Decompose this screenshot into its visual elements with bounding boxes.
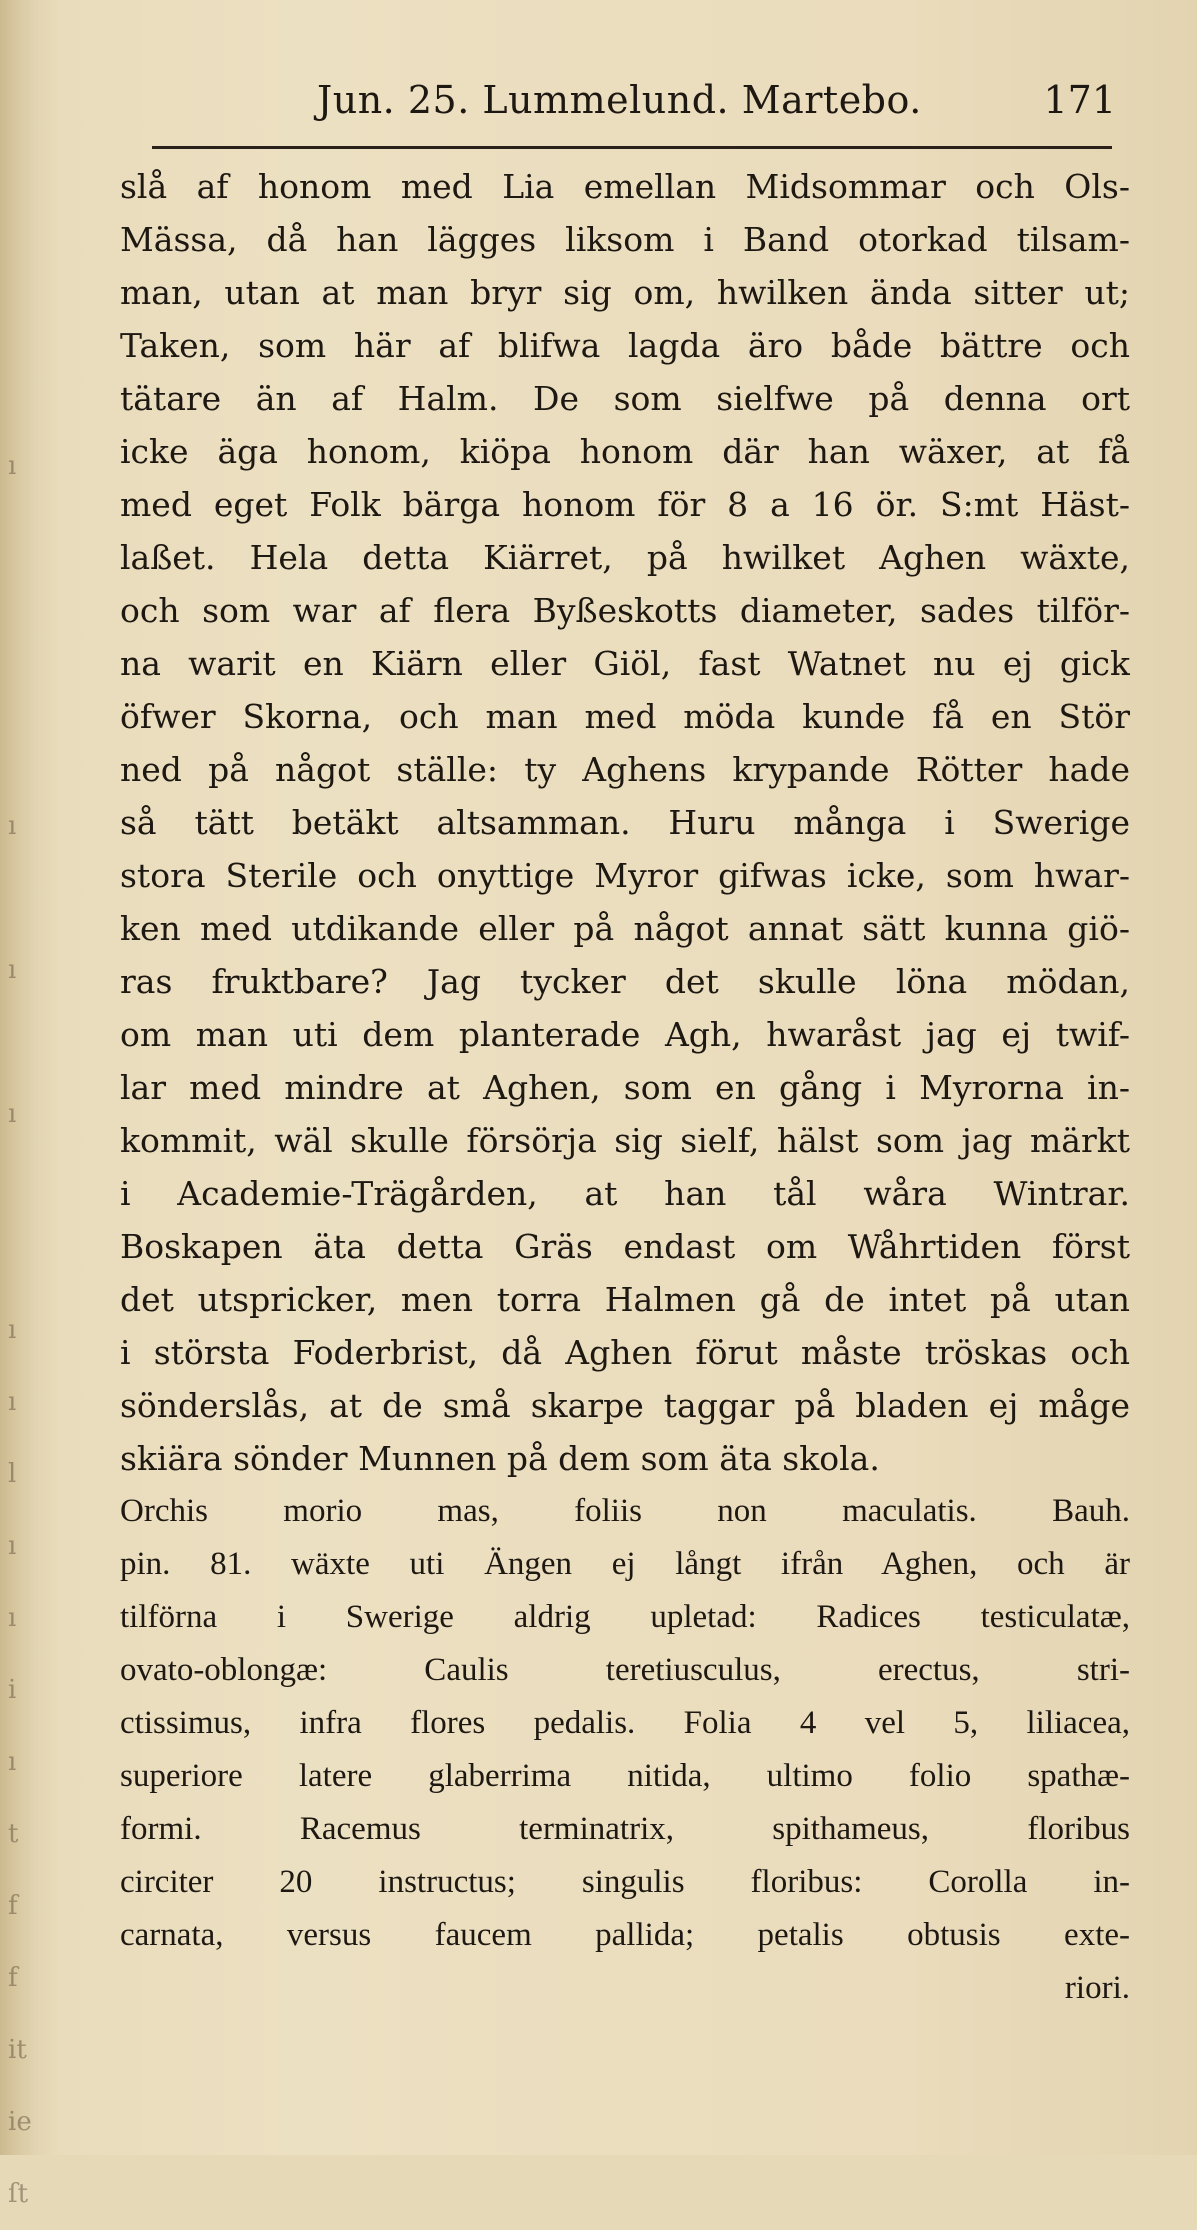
text-line: öfwer Skorna, och man med möda kunde få en Stör (120, 697, 1130, 736)
text-line: man, utan at man bryr sig om, hwilken ända sitter ut; (120, 273, 1130, 312)
text-line: med eget Folk bärga honom för 8 a 16 ör. S:mt Häst- (120, 485, 1130, 524)
text-line: Taken, som här af blifwa lagda äro både bättre och (120, 326, 1130, 365)
text-line: superiore latere glaberrima nitida, ultimo folio spathæ- (120, 1758, 1130, 1794)
text-line: kommit, wäl skulle försörja sig sielf, hälst som jag märkt (120, 1121, 1130, 1160)
page-header (152, 68, 1130, 132)
catchword-line: riori. (1064, 1970, 1130, 2006)
text-line: slå af honom med Lia emellan Midsommar och Ols- (120, 167, 1130, 206)
text-line: det utspricker, men torra Halmen gå de intet på utan (120, 1280, 1130, 1319)
text-line: laßet. Hela detta Kiärret, på hwilket Aghen wäxte, (120, 538, 1130, 577)
text-line: ken med utdikande eller på något annat sätt kunna giö- (120, 909, 1130, 948)
text-line: tilförna i Swerige aldrig upletad: Radices testiculatæ, (120, 1599, 1130, 1635)
text-line: Mässa, då han lägges liksom i Band otorkad tilsam- (120, 220, 1130, 259)
text-line: Boskapen äta detta Gräs endast om Wåhrtiden först (120, 1227, 1130, 1266)
text-line: formi. Racemus terminatrix, spithameus, floribus (120, 1811, 1130, 1847)
running-title: Jun. 25. Lummelund. Martebo. (317, 78, 922, 122)
text-line: i Academie-Trägården, at han tål wåra Wintrar. (120, 1174, 1130, 1213)
facing-page-fragments: ı ı ı ı ı ı l ı ı i ı t f f it ie ſt (8, 451, 32, 2209)
text-line: och som war af flera Byßeskotts diameter, sades tilför- (120, 591, 1130, 630)
text-line: sönderslås, at de små skarpe taggar på bladen ej måge (120, 1386, 1130, 1425)
text-line: lar med mindre at Aghen, som en gång i Myrorna in- (120, 1068, 1130, 1107)
text-line: ovato-oblongæ: Caulis teretiusculus, erectus, stri- (120, 1652, 1130, 1688)
text-line: stora Sterile och onyttige Myror gifwas icke, som hwar- (120, 856, 1130, 895)
page-gutter (0, 0, 34, 2209)
text-line: i största Foderbrist, då Aghen förut måste tröskas och (120, 1333, 1130, 1372)
species-heading-line: Orchis morio mas, foliis non maculatis. Bauh. (120, 1493, 1130, 1529)
body-text (120, 160, 1130, 2015)
text-line: na warit en Kiärn eller Giöl, fast Watnet nu ej gick (120, 644, 1130, 683)
text-line: skiära sönder Munnen på dem som äta skola. (120, 1439, 880, 1478)
text-line: icke äga honom, kiöpa honom där han wäxer, at få (120, 432, 1130, 471)
header-rule (152, 146, 1112, 149)
text-line: så tätt betäkt altsamman. Huru många i Swerige (120, 803, 1130, 842)
page-number: 171 (1043, 78, 1116, 122)
text-line: om man uti dem planterade Agh, hwaråst jag ej twif- (120, 1015, 1130, 1054)
text-line: ned på något ställe: ty Aghens krypande Rötter hade (120, 750, 1130, 789)
text-line: tätare än af Halm. De som sielfwe på denna ort (120, 379, 1130, 418)
text-line: ctissimus, infra flores pedalis. Folia 4 vel 5, liliacea, (120, 1705, 1130, 1741)
text-line: carnata, versus faucem pallida; petalis obtusis exte- (120, 1917, 1130, 1953)
text-line: ras fruktbare? Jag tycker det skulle löna mödan, (120, 962, 1130, 1001)
text-line: circiter 20 instructus; singulis floribus: Corolla in- (120, 1864, 1130, 1900)
text-line: pin. 81. wäxte uti Ängen ej långt ifrån Aghen, och är (120, 1546, 1130, 1582)
